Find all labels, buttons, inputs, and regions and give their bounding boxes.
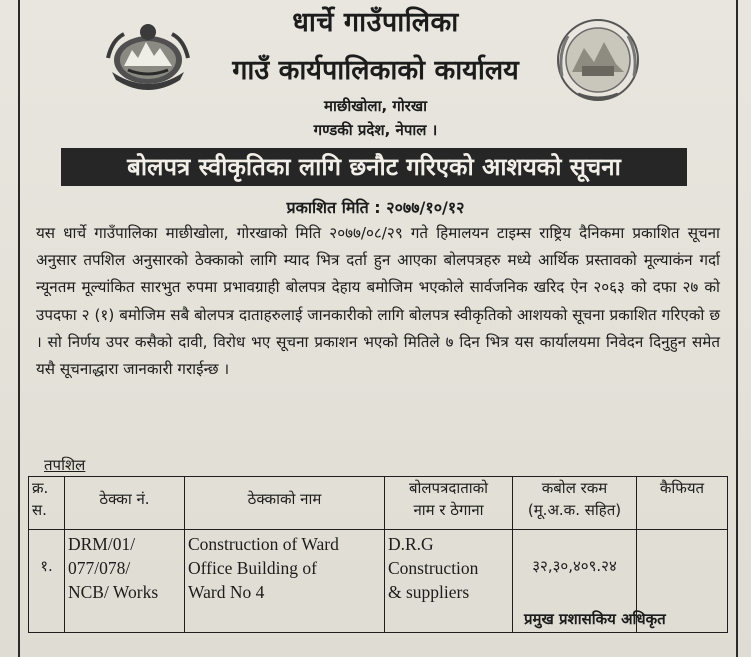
header-bidder-line1: बोलपत्रदाताको <box>408 479 489 497</box>
signatory-title: प्रमुख प्रशासकिय अधिकृत <box>524 610 666 628</box>
header-contract-number <box>65 477 185 530</box>
notice-body-paragraph: यस धार्चे गाउँपालिका माछीखोला, गोरखाको मिति २०७७/०८/२९ गते हिमालयन टाइम्स राष्ट्रिय दैनिकमा प्रकाशित सूचना अनुसार तपशिल अनुसारको ठेक्काको लागि म्याद भित्र दर्ता हुन आएका बोलपत्रहरु मध्ये आर्थिक प्रस्तावको मूल्याकंन गर्दा न्यूनतम मूल्यांकित सारभुत रुपमा प्रभावग्राही बोलपत्र देहाय बमोजिम भएकोले सार्वजनिक खरिद ऐन २०६३ को दफा २७ को उपदफा २ (१) बमोजिम सबै बोलपत्र दाताहरुलाई जानकारीको लागि बोलपत्र स्वीकृतिको आशयको सूचना प्रकाशित गरिएको छ । सो निर्णय उपर कसैको दावी, विरोध भए सूचना प्रकाशन भएको मितिले ७ दिन भित्र यस कार्यालयमा निवेदन दिनुहुन समेत यसै सूचनाद्धारा जानकारी गराईन्छ । <box>36 224 721 379</box>
header-remarks-label: कैफियत <box>659 479 705 497</box>
header-remarks <box>637 477 728 530</box>
cell-contract-name <box>185 530 385 633</box>
contract-name-line1: Construction of Ward <box>188 534 339 554</box>
header-contract-number-label: ठेक्का नं. <box>99 490 150 508</box>
header-amount-line2: (मू.अ.क. सहित) <box>527 501 622 519</box>
cell-contract-number <box>65 530 185 633</box>
header-serial-line1: क्र. <box>32 479 49 497</box>
cell-bidder <box>385 530 513 633</box>
header-amount <box>513 477 637 530</box>
header-serial-number <box>29 477 65 530</box>
contract-number-line2: 077/078/ <box>68 558 131 578</box>
bidder-line2: Construction <box>388 558 479 578</box>
header-contract-name-label: ठेक्काको नाम <box>247 490 322 508</box>
contract-number-line3: NCB/ Works <box>68 582 159 602</box>
contract-name-line3: Ward No 4 <box>188 582 265 602</box>
header-amount-line1: कबोल रकम <box>541 479 608 497</box>
office-name: गाउँ कार्यपालिकाको कार्यालय <box>232 55 519 86</box>
municipality-name: धार्चे गाउँपालिका <box>292 7 459 38</box>
bidder-line1: D.R.G <box>388 534 434 554</box>
notice-title-banner: बोलपत्र स्वीकृतिका लागि छनौट गरिएको आशयको सूचना <box>61 148 687 186</box>
contract-name-line2: Office Building of <box>188 558 317 578</box>
header-serial-line2: स. <box>32 501 47 519</box>
details-label: तपशिल <box>44 456 86 474</box>
header-contract-name <box>185 477 385 530</box>
header-bidder-line2: नाम र ठेगाना <box>413 501 484 519</box>
table-header-row <box>29 477 728 530</box>
office-province: गण्डकी प्रदेश, नेपाल । <box>313 121 438 139</box>
header-bidder <box>385 477 513 530</box>
bidder-line3: & suppliers <box>388 582 470 602</box>
office-location: माछीखोला, गोरखा <box>323 97 427 115</box>
cell-serial-number: १. <box>29 530 65 633</box>
cell-amount: ३२,३०,४०९.२४ <box>513 530 637 633</box>
published-date: प्रकाशित मिति : २०७७/१०/१२ <box>286 198 465 217</box>
contract-number-line1: DRM/01/ <box>68 534 136 554</box>
